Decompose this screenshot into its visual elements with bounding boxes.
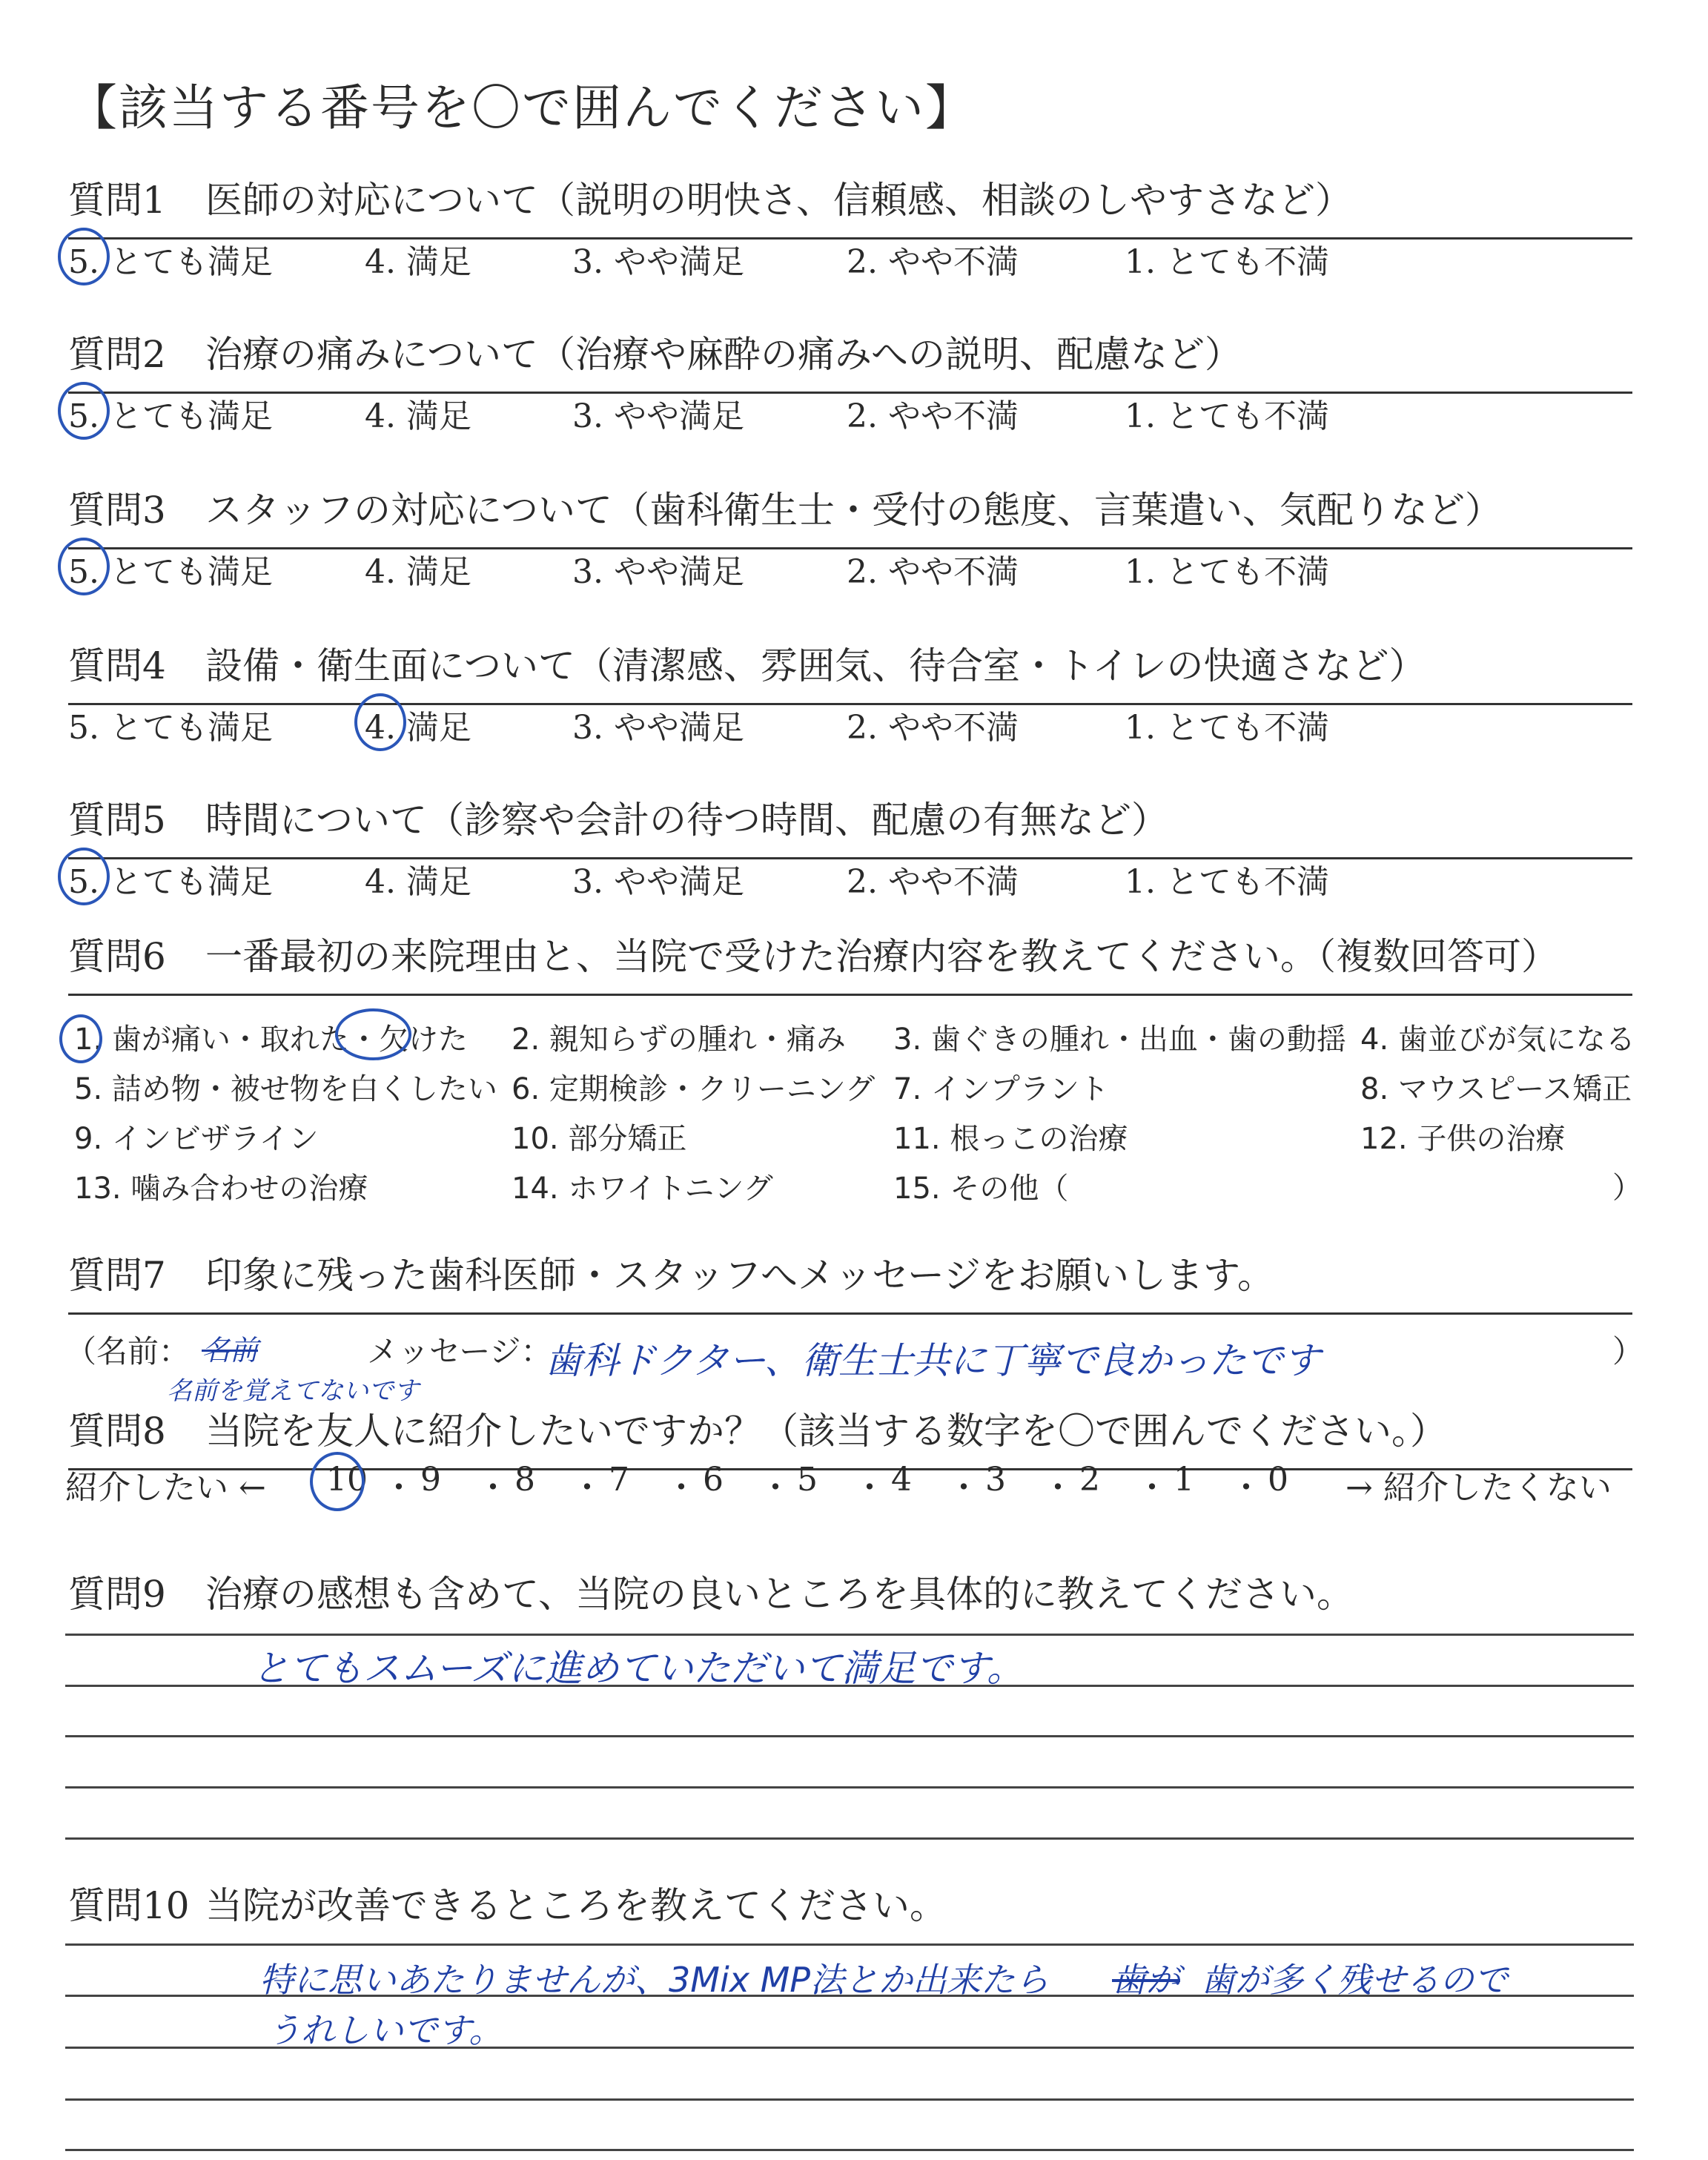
selection-circle — [58, 848, 110, 905]
rating-option[interactable]: 5. とても満足 — [68, 243, 273, 281]
scale-separator: ・ — [665, 1469, 698, 1507]
question-2-heading — [68, 325, 1632, 394]
q6-option[interactable]: 11. 根っこの治療 — [893, 1122, 1128, 1156]
q6-option[interactable]: 15. その他（ — [893, 1172, 1069, 1206]
scale-separator: ・ — [947, 1469, 980, 1507]
rating-option[interactable]: 4. 満足 — [365, 863, 471, 901]
scale-number[interactable]: 1 — [1174, 1461, 1194, 1499]
question-text: スタッフの対応について（歯科衛生士・受付の態度、言葉遣い、気配りなど） — [205, 489, 1502, 532]
scale-number[interactable]: 6 — [703, 1461, 724, 1499]
rating-option[interactable]: 1. とても不満 — [1125, 553, 1329, 591]
question-number: 質問10 — [68, 1884, 190, 1927]
name-label: （名前： — [65, 1333, 191, 1370]
q7-close-paren: ） — [1612, 1333, 1644, 1370]
question-4-rating-row — [68, 701, 1632, 745]
rating-option[interactable]: 3. やや満足 — [572, 863, 744, 901]
question-number: 質問6 — [68, 935, 166, 978]
question-text: 当院が改善できるところを教えてください。 — [205, 1884, 947, 1927]
rating-option[interactable]: 4. 満足 — [365, 397, 471, 435]
rating-option[interactable]: 2. やや不満 — [847, 243, 1019, 281]
q6-option[interactable]: 9. インビザライン — [74, 1122, 319, 1156]
rating-option[interactable]: 3. やや満足 — [572, 553, 744, 591]
scale-number[interactable]: 4 — [891, 1461, 912, 1499]
q6-option[interactable]: 5. 詰め物・被せ物を白くしたい — [74, 1072, 497, 1106]
question-number: 質問7 — [68, 1254, 166, 1297]
scale-separator: ・ — [759, 1469, 792, 1507]
scale-number[interactable]: 7 — [609, 1461, 629, 1499]
question-5-heading — [68, 790, 1632, 859]
scale-number[interactable]: 3 — [985, 1461, 1006, 1499]
answer-line — [65, 2098, 1634, 2101]
message-label: メッセージ： — [367, 1333, 552, 1370]
handwritten-name: 名前を覚えてないです — [167, 1376, 419, 1406]
selection-circle — [58, 228, 110, 285]
rating-option[interactable]: 3. やや満足 — [572, 709, 744, 747]
question-1-heading — [68, 171, 1632, 240]
rating-option[interactable]: 1. とても不満 — [1125, 243, 1329, 281]
selection-circle — [59, 1014, 102, 1063]
question-7-heading — [68, 1246, 1632, 1315]
question-number: 質問9 — [68, 1573, 166, 1616]
question-2-rating-row — [68, 389, 1632, 434]
q10-handwritten-answer-line2: うれしいです。 — [267, 2010, 503, 2050]
rating-option[interactable]: 4. 満足 — [365, 553, 471, 591]
rating-option[interactable]: 5. とても満足 — [68, 709, 273, 747]
question-number: 質問4 — [68, 644, 166, 687]
q6-option[interactable]: 12. 子供の治療 — [1360, 1122, 1566, 1156]
answer-line — [65, 1634, 1634, 1636]
q6-option[interactable]: 6. 定期検診・クリーニング — [512, 1072, 875, 1106]
q6-option[interactable]: 7. インプラント — [893, 1072, 1109, 1106]
scale-number[interactable]: 0 — [1268, 1461, 1288, 1499]
question-text: 治療の感想も含めて、当院の良いところを具体的に教えてください。 — [205, 1573, 1354, 1616]
selection-circle — [354, 693, 406, 751]
scale-separator: ・ — [383, 1469, 415, 1507]
scale-separator: ・ — [1042, 1469, 1074, 1507]
scale-separator: ・ — [1136, 1469, 1168, 1507]
q10-handwritten-answer-line1: 特に思いあたりませんが、3Mix MP法とか出来たら — [259, 1960, 1050, 2000]
selection-circle — [335, 1008, 411, 1060]
q6-option[interactable]: 13. 噛み合わせの治療 — [74, 1172, 368, 1206]
recommend-right-label: → 紹介したくない — [1345, 1469, 1612, 1507]
rating-option[interactable]: 4. 満足 — [365, 709, 471, 747]
question-6-heading — [68, 927, 1632, 996]
question-number: 質問2 — [68, 333, 166, 376]
question-text: 治療の痛みについて（治療や麻酔の痛みへの説明、配慮など） — [205, 333, 1242, 376]
question-text: 一番最初の来院理由と、当院で受けた治療内容を教えてください。（複数回答可） — [205, 935, 1558, 978]
q6-option[interactable]: 10. 部分矯正 — [512, 1122, 687, 1156]
answer-line — [65, 1943, 1634, 1946]
q6-option[interactable]: 2. 親知らずの腫れ・痛み — [512, 1023, 846, 1057]
rating-option[interactable]: 5. とても満足 — [68, 553, 273, 591]
q6-option[interactable]: 14. ホワイトニング — [512, 1172, 773, 1206]
selection-circle — [58, 538, 110, 595]
q6-option[interactable]: 4. 歯並びが気になる — [1360, 1023, 1635, 1057]
rating-option[interactable]: 1. とても不満 — [1125, 709, 1329, 747]
answer-line — [65, 1786, 1634, 1789]
question-5-rating-row — [68, 855, 1632, 899]
handwritten-name-struck: 名前 — [202, 1334, 259, 1367]
scale-number[interactable]: 8 — [514, 1461, 535, 1499]
rating-option[interactable]: 3. やや満足 — [572, 397, 744, 435]
question-3-heading — [68, 480, 1632, 549]
scale-number[interactable]: 9 — [420, 1461, 441, 1499]
q6-option[interactable]: 3. 歯ぐきの腫れ・出血・歯の動揺 — [893, 1023, 1346, 1057]
q6-option[interactable]: 8. マウスピース矯正 — [1360, 1072, 1632, 1106]
selection-circle — [58, 382, 110, 440]
question-number: 質問5 — [68, 799, 166, 842]
scale-number[interactable]: 5 — [797, 1461, 818, 1499]
rating-option[interactable]: 3. やや満足 — [572, 243, 744, 281]
question-text: 医師の対応について（説明の明快さ、信頼感、相談のしやすさなど） — [205, 179, 1352, 222]
question-text: 当院を友人に紹介したいですか？（該当する数字を〇で囲んでください。） — [205, 1410, 1447, 1453]
recommend-left-label: 紹介したい ← — [65, 1469, 266, 1507]
selection-circle — [310, 1452, 365, 1511]
question-number: 質問8 — [68, 1410, 166, 1453]
q6-close-paren: ） — [1612, 1171, 1642, 1205]
scale-separator: ・ — [571, 1469, 603, 1507]
answer-line — [65, 1837, 1634, 1840]
page-title: 【該当する番号を〇で囲んでください】 — [68, 79, 976, 136]
rating-option[interactable]: 1. とても不満 — [1125, 397, 1329, 435]
question-3-rating-row — [68, 545, 1632, 589]
rating-option[interactable]: 2. やや不満 — [847, 863, 1019, 901]
answer-line — [65, 1735, 1634, 1737]
q10-handwritten-struck: 歯が — [1112, 1960, 1180, 2000]
question-number: 質問3 — [68, 489, 166, 532]
handwritten-message: 歯科ドクター、衛生士共に丁寧で良かったです — [545, 1339, 1320, 1382]
question-4-heading — [68, 636, 1632, 705]
question-1-rating-row — [68, 235, 1632, 280]
scale-separator: ・ — [1230, 1469, 1262, 1507]
rating-option[interactable]: 2. やや不満 — [847, 397, 1019, 435]
rating-option[interactable]: 4. 満足 — [365, 243, 471, 281]
rating-option[interactable]: 2. やや不満 — [847, 553, 1019, 591]
rating-option[interactable]: 2. やや不満 — [847, 709, 1019, 747]
q9-handwritten-answer: とてもスムーズに進めていただいて満足です。 — [252, 1647, 1024, 1690]
scale-number[interactable]: 2 — [1079, 1461, 1100, 1499]
question-text: 時間について（診察や会計の待つ時間、配慮の有無など） — [205, 799, 1168, 842]
question-9-heading — [68, 1565, 1632, 1631]
scale-separator: ・ — [853, 1469, 886, 1507]
scale-separator: ・ — [477, 1469, 509, 1507]
rating-option[interactable]: 5. とても満足 — [68, 863, 273, 901]
question-number: 質問1 — [68, 179, 166, 222]
q6-option[interactable]: 1. 歯が痛い・取れた・欠けた — [74, 1023, 468, 1057]
scale-number[interactable]: 10 — [326, 1461, 368, 1499]
answer-line — [65, 2149, 1634, 2151]
rating-option[interactable]: 5. とても満足 — [68, 397, 273, 435]
question-text: 印象に残った歯科医師・スタッフへメッセージをお願いします。 — [205, 1254, 1274, 1297]
question-10-heading — [68, 1876, 1632, 1943]
rating-option[interactable]: 1. とても不満 — [1125, 863, 1329, 901]
q10-handwritten-answer-line1-end: 歯が多く残せるので — [1201, 1960, 1508, 2000]
question-text: 設備・衛生面について（清潔感、雰囲気、待合室・トイレの快適さなど） — [205, 644, 1426, 687]
